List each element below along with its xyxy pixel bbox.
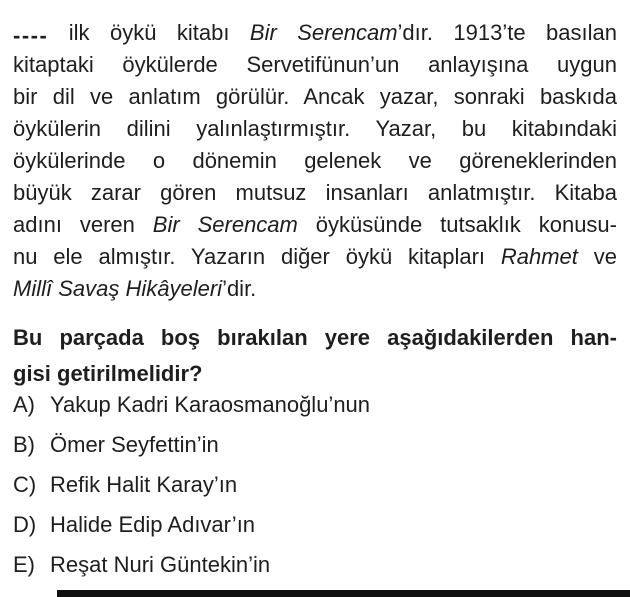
paragraph-line xyxy=(13,273,617,305)
option-row xyxy=(13,550,617,580)
paragraph-text: adını veren xyxy=(13,212,153,237)
question-paragraph xyxy=(13,17,617,305)
paragraph-text: ve xyxy=(577,244,617,269)
book-title-text: Millî Savaş Hikâyeleri xyxy=(13,276,223,301)
paragraph-line xyxy=(13,209,617,241)
option-letter: E) xyxy=(13,552,35,577)
bottom-separator-bar xyxy=(57,590,630,597)
paragraph-text: ’dir. xyxy=(222,276,257,301)
option-letter: B) xyxy=(13,432,35,457)
book-title-text: Bir Serencam xyxy=(249,20,398,45)
paragraph-line xyxy=(13,17,617,49)
option-row xyxy=(13,510,617,540)
paragraph-line xyxy=(13,145,617,177)
option-text: Reşat Nuri Güntekin’in xyxy=(50,552,271,577)
stem-line: gisi getirilmelidir? xyxy=(13,361,203,386)
option-text: Halide Edip Adıvar’ın xyxy=(50,512,256,537)
option-row xyxy=(13,390,617,420)
question-stem xyxy=(13,320,617,392)
option-text: Ömer Seyfettin’in xyxy=(50,432,219,457)
paragraph-text: öyküsünde tutsaklık konusu- xyxy=(297,212,617,237)
book-title-text: Bir Serencam xyxy=(152,212,298,237)
paragraph-text: öykülerin dilini yalınlaştırmıştır. Yazar, bu kitabındaki xyxy=(13,116,617,141)
paragraph-line xyxy=(13,113,617,145)
option-letter: A) xyxy=(13,392,35,417)
paragraph-line xyxy=(13,49,617,81)
paragraph-text: ’dır. 1913’te basılan xyxy=(397,20,617,45)
stem-line: Bu parçada boş bırakılan yere aşağıdakilerden han- xyxy=(13,325,617,350)
options-list xyxy=(13,390,617,590)
option-text: Refik Halit Karay’ın xyxy=(50,472,238,497)
option-row xyxy=(13,470,617,500)
option-row xyxy=(13,430,617,460)
option-letter: D) xyxy=(13,512,37,537)
paragraph-text: kitaptaki öykülerde Servetifünun’un anlayışına uygun xyxy=(13,52,617,77)
paragraph-line xyxy=(13,241,617,273)
paragraph-text: büyük zarar gören mutsuz insanları anlatmıştır. Kitaba xyxy=(13,180,617,205)
paragraph-line xyxy=(13,81,617,113)
blank-dashes: ---- xyxy=(13,23,49,48)
book-title-text: Rahmet xyxy=(500,244,578,269)
paragraph-text: ilk öykü kitabı xyxy=(48,20,250,45)
paragraph-text: öykülerinde o dönemin gelenek ve göreneklerinden xyxy=(13,148,617,173)
option-text: Yakup Kadri Karaosmanoğlu’nun xyxy=(50,392,371,417)
option-letter: C) xyxy=(13,472,37,497)
paragraph-text: nu ele almıştır. Yazarın diğer öykü kitapları xyxy=(13,244,501,269)
paragraph-text: bir dil ve anlatım görülür. Ancak yazar, sonraki baskıda xyxy=(13,84,617,109)
paragraph-line xyxy=(13,177,617,209)
